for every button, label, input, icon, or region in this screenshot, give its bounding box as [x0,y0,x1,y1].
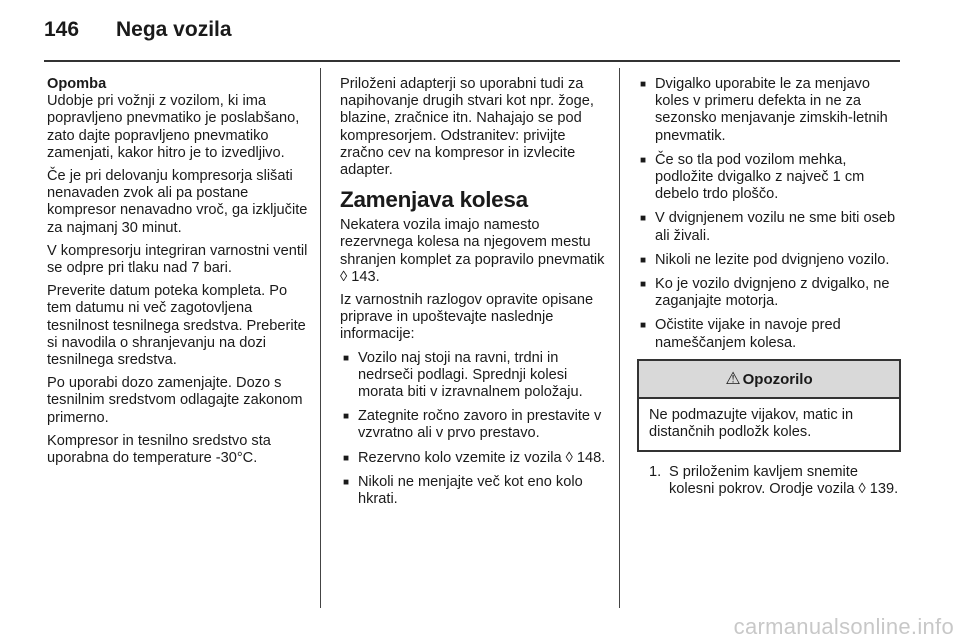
paragraph: V kompresorju integriran varnostni ventil se odpre pri tlaku nad 7 bari. [47,242,308,277]
intro-paragraph: Priloženi adapterji so uporabni tudi za napihovanje drugih stvari kot npr. žoge, blazine, zračnice itn. Nahajajo se pod kompresorjem. Odstranitev: privijte zračno cev na kompresor in izvlecite adapter. [340,76,594,179]
watermark: carmanualsonline.info [733,614,954,639]
list-item-text: Ko je vozilo dvignjeno z dvigalko, ne zaganjajte motorja. [655,276,890,310]
bullet-square-icon: ■ [343,352,350,364]
bullet-square-icon: ■ [640,279,647,291]
bullet-list [340,350,606,509]
list-item [340,350,606,402]
paragraph: Udobje pri vožnji z vozilom, ki ima popravljeno pnevmatiko je poslabšano, zato dajte popravljeno pnevmatiko zamenjati, kakor hitro je to izvedljivo. [47,93,300,161]
paragraph: Iz varnostnih razlogov opravite opisane priprave in upoštevajte naslednje informacije: [340,292,594,343]
step-item [637,464,901,498]
warning-triangle-icon: ⚠ [725,368,741,388]
chapter-title: Nega vozila [116,18,232,41]
list-item [637,252,901,269]
bullet-square-icon: ■ [640,213,647,225]
list-item [637,276,901,310]
list-item-text: Vozilo naj stoji na ravni, trdni in nedrseči podlagi. Sprednji kolesi morata biti v izravnalnem položaju. [358,349,583,401]
bullet-square-icon: ■ [343,411,350,423]
warning-header [639,361,899,399]
section-heading: Zamenjava kolesa [340,187,528,213]
bullet-square-icon: ■ [640,154,647,166]
list-item-text: Očistite vijake in navoje pred nameščanjem kolesa. [655,317,841,351]
paragraph: Preverite datum poteka kompleta. Po tem datumu ni več zagotovljena tesnilnost tesnilnega sredstva. Preberite si navodila o shranjevanju na dozi tesnilnega sredstva. [47,283,306,369]
list-item [340,450,606,467]
list-item-text: Nikoli ne lezite pod dvignjeno vozilo. [655,251,890,268]
list-item [637,317,901,351]
paragraph: Če je pri delovanju kompresorja slišati nenavaden zvok ali pa postane kompresor nenavadno vroč, ga izključite za najmanj 30 minut. [47,168,308,236]
bullet-square-icon: ■ [343,452,350,464]
list-item-text: Dvigalko uporabite le za menjavo koles v primeru defekta in ne za sezonsko menjavanje zimskih-letnih pnevmatik. [655,76,888,144]
paragraph: Kompresor in tesnilno sredstvo sta uporabna do temperature -30°C. [47,432,271,467]
list-item [340,408,606,442]
paragraph: Po uporabi dozo zamenjajte. Dozo s tesnilnim sredstvom odlagajte zakonom primerno. [47,375,303,426]
column-divider-1 [320,68,321,608]
list-item-text: V dvignjenem vozilu ne sme biti oseb ali živali. [655,210,896,244]
list-item-text: Rezervno kolo vzemite iz vozila ◊ 148. [358,449,606,466]
list-item [637,210,901,244]
paragraph: Nekatera vozila imajo namesto rezervnega kolesa na njegovem mestu shranjen komplet za popravilo pnevmatik ◊ 143. [340,217,605,285]
list-item-text: Nikoli ne menjajte več kot eno kolo hkrati. [358,473,583,508]
page-number: 146 [44,18,80,41]
list-item [637,76,901,145]
bullet-square-icon: ■ [640,254,647,266]
bullet-square-icon: ■ [640,79,647,90]
warning-title: Opozorilo [742,370,813,388]
list-item [340,474,606,508]
header-divider [44,60,900,62]
column-divider-2 [619,68,620,608]
list-item [637,152,901,204]
step-number: 1. [649,464,662,481]
note-title: Opomba [47,76,107,92]
warning-box [637,359,901,452]
bullet-square-icon: ■ [343,476,350,488]
bullet-square-icon: ■ [640,320,647,332]
column-2 [340,76,606,515]
bullet-list [637,76,901,352]
step-list [637,464,901,498]
list-item-text: Zategnite ročno zavoro in prestavite v vzvratno ali v prvo prestavo. [358,408,602,442]
list-item-text: Če so tla pod vozilom mehka, podložite dvigalko z največ 1 cm debelo trdo ploščo. [655,151,865,203]
step-text: S priloženim kavljem snemite kolesni pokrov. Orodje vozila ◊ 139. [669,464,899,498]
column-3 [637,76,901,499]
column-1 [47,76,309,473]
warning-text: Ne podmazujte vijakov, matic in distančnih podložk koles. [649,406,854,441]
